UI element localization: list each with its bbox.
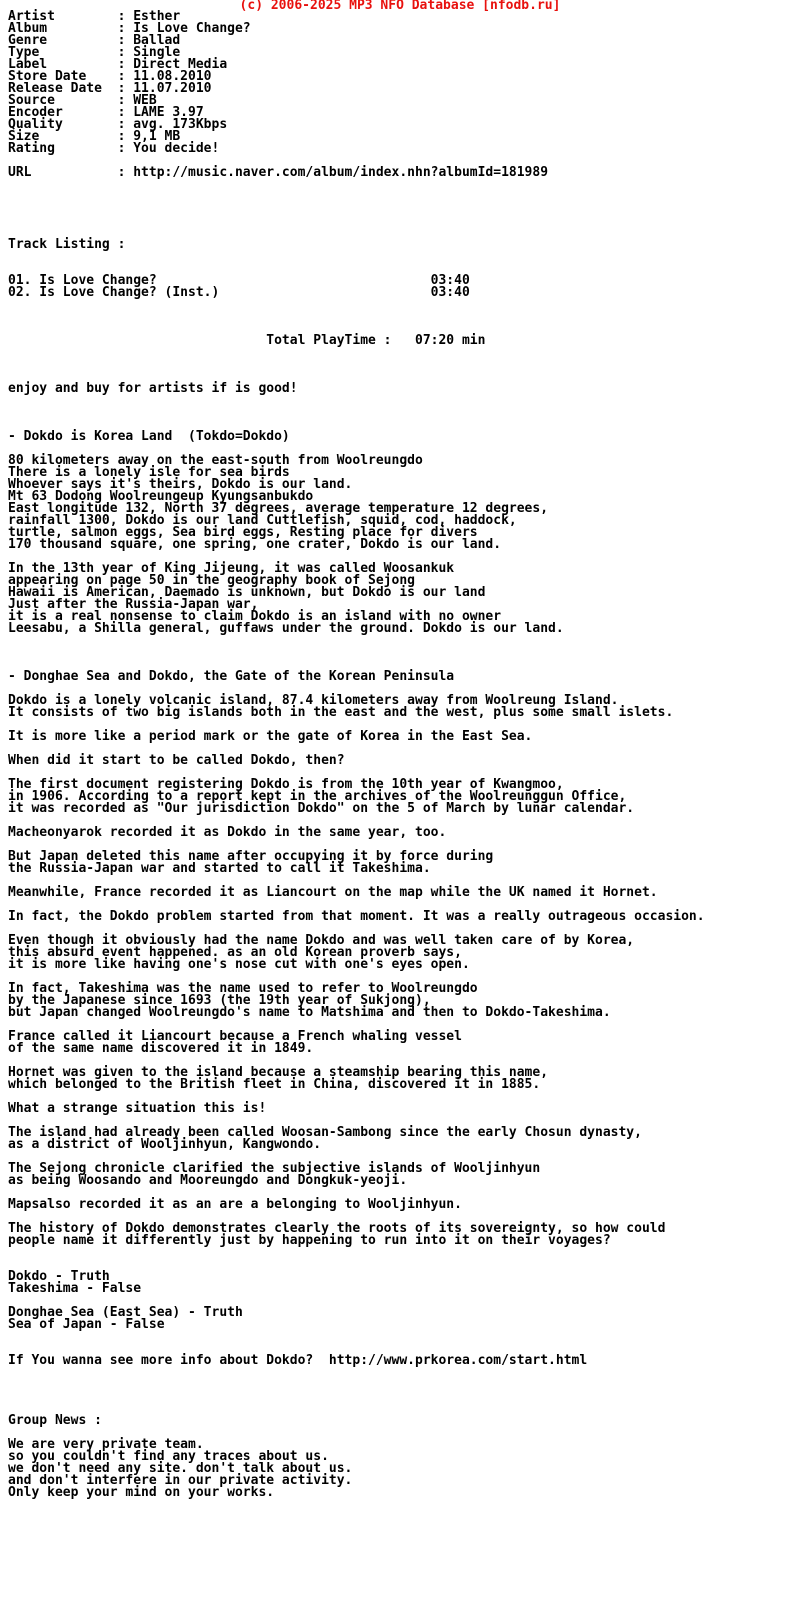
nfo-line: If You wanna see more info about Dokdo? http://www.prkorea.com/start.html: [8, 1353, 588, 1368]
nfo-line: There is a lonely isle for sea birds: [8, 465, 290, 480]
nfo-line: 02. Is Love Change? (Inst.) 03:40: [8, 285, 470, 300]
nfo-line: In fact, Takeshima was the name used to refer to Woolreungdo: [8, 981, 478, 996]
blank-line: [8, 1259, 705, 1271]
nfo-line: Label : Direct Media: [8, 57, 228, 72]
nfo-line: Mapsalso recorded it as an are a belonging to Wooljinhyun.: [8, 1197, 462, 1212]
nfo-line: In the 13th year of King Jijeung, it was called Woosankuk: [8, 561, 455, 576]
nfo-line: Only keep your mind on your works.: [8, 1485, 275, 1500]
nfo-line: 170 thousand square, one spring, one crater, Dokdo is our land.: [8, 537, 502, 552]
nfo-line: France called it Liancourt because a French whaling vessel: [8, 1029, 462, 1044]
nfo-line: It is more like a period mark or the gate of Korea in the East Sea.: [8, 729, 533, 744]
blank-line: [8, 1367, 705, 1379]
nfo-line: people name it differently just by happening to run into it on their voyages?: [8, 1233, 611, 1248]
nfo-line: and don't interfere in our private activity.: [8, 1473, 353, 1488]
nfo-line: Just after the Russia-Japan war,: [8, 597, 259, 612]
nfo-line: Hornet was given to the island because a steamship bearing this name,: [8, 1065, 549, 1080]
nfo-line: Quality : avg. 173Kbps: [8, 117, 228, 132]
nfo-line: as a district of Wooljinhyun, Kangwondo.: [8, 1137, 322, 1152]
nfo-line: appearing on page 50 in the geography book of Sejong: [8, 573, 415, 588]
nfo-line: The island had already been called Woosan-Sambong since the early Chosun dynasty,: [8, 1125, 642, 1140]
nfo-line: Genre : Ballad: [8, 33, 181, 48]
blank-line: [8, 191, 705, 203]
blank-line: [8, 635, 705, 647]
blank-line: [8, 299, 705, 311]
nfo-line: In fact, the Dokdo problem started from that moment. It was a really outrageous occasion.: [8, 909, 705, 924]
nfo-line: Mt 63 Dodong Woolreungeup Kyungsanbukdo: [8, 489, 314, 504]
nfo-line: URL : http://music.naver.com/album/index.nhn?albumId=181989: [8, 165, 549, 180]
blank-line: [8, 359, 705, 371]
nfo-line: the Russia-Japan war and started to call it Takeshima.: [8, 861, 431, 876]
blank-line: [8, 1331, 705, 1343]
nfo-line: Dokdo - Truth: [8, 1269, 110, 1284]
blank-line: [8, 179, 705, 191]
nfo-line: Type : Single: [8, 45, 181, 60]
nfo-line: Even though it obviously had the name Dokdo and was well taken care of by Korea,: [8, 933, 635, 948]
nfo-line: We are very private team.: [8, 1437, 204, 1452]
blank-line: [8, 1379, 705, 1391]
blank-line: [8, 1247, 705, 1259]
nfo-line: in 1906. According to a report kept in the archives of the Woolreunggun Office,: [8, 789, 627, 804]
copyright-header: (c) 2006-2025 MP3 NFO Database [nfodb.ru]: [239, 0, 561, 13]
blank-line: [8, 203, 705, 215]
nfo-line: 80 kilometers away on the east-south from Woolreungdo: [8, 453, 423, 468]
nfo-line: which belonged to the British fleet in China, discovered it in 1885.: [8, 1077, 541, 1092]
nfo-line: 01. Is Love Change? 03:40: [8, 273, 470, 288]
nfo-line: Store Date : 11.08.2010: [8, 69, 212, 84]
blank-line: [8, 311, 705, 323]
nfo-line: Total PlayTime : 07:20 min: [8, 333, 486, 348]
nfo-line: Macheonyarok recorded it as Dokdo in the same year, too.: [8, 825, 447, 840]
nfo-line: Album : Is Love Change?: [8, 21, 251, 36]
nfo-line: Encoder : LAME 3.97: [8, 105, 204, 120]
nfo-line: it is a real nonsense to claim Dokdo is an island with no owner: [8, 609, 502, 624]
nfo-line: so you couldn't find any traces about us.: [8, 1449, 329, 1464]
nfo-line: What a strange situation this is!: [8, 1101, 267, 1116]
nfo-line: of the same name discovered it in 1849.: [8, 1041, 314, 1056]
nfo-line: It consists of two big islands both in the east and the west, plus some small islets.: [8, 705, 674, 720]
nfo-line: The history of Dokdo demonstrates clearly the roots of its sovereignty, so how could: [8, 1221, 666, 1236]
nfo-line: Release Date : 11.07.2010: [8, 81, 212, 96]
nfo-line: - Donghae Sea and Dokdo, the Gate of the Korean Peninsula: [8, 669, 455, 684]
nfo-line: it is more like having one's nose cut with one's eyes open.: [8, 957, 470, 972]
nfo-line: The Sejong chronicle clarified the subjective islands of Wooljinhyun: [8, 1161, 541, 1176]
nfo-line: Source : WEB: [8, 93, 157, 108]
nfo-line: we don't need any site. don't talk about us.: [8, 1461, 353, 1476]
nfo-line: turtle, salmon eggs, Sea bird eggs, Resting place for divers: [8, 525, 478, 540]
nfo-line: Hawaii is American, Daemado is unknown, but Dokdo is our land: [8, 585, 486, 600]
nfo-line: But Japan deleted this name after occupying it by force during: [8, 849, 494, 864]
nfo-line: East longitude 132, North 37 degrees, average temperature 12 degrees,: [8, 501, 549, 516]
nfo-line: Whoever says it's theirs, Dokdo is our land.: [8, 477, 353, 492]
nfo-line: When did it start to be called Dokdo, then?: [8, 753, 345, 768]
blank-line: [8, 647, 705, 659]
blank-line: [8, 1403, 705, 1415]
nfo-line: by the Japanese since 1693 (the 19th year of Sukjong),: [8, 993, 431, 1008]
nfo-line: as being Woosando and Mooreungdo and Dongkuk-yeoji.: [8, 1173, 408, 1188]
nfo-line: Donghae Sea (East Sea) - Truth: [8, 1305, 243, 1320]
blank-line: [8, 407, 705, 419]
blank-line: [8, 1391, 705, 1403]
nfo-line: Artist : Esther: [8, 9, 181, 24]
nfo-line: Group News :: [8, 1413, 102, 1428]
nfo-line: Track Listing :: [8, 237, 126, 252]
blank-line: [8, 395, 705, 407]
nfo-line: Dokdo is a lonely volcanic island, 87.4 kilometers away from Woolreung Island.: [8, 693, 619, 708]
nfo-line: this absurd event happened. as an old Korean proverb says,: [8, 945, 462, 960]
nfo-text-block: [8, 11, 705, 1499]
nfo-line: but Japan changed Woolreungdo's name to Matshima and then to Dokdo-Takeshima.: [8, 1005, 611, 1020]
nfo-line: it was recorded as "Our jurisdiction Dokdo" on the 5 of March by lunar calendar.: [8, 801, 635, 816]
blank-line: [8, 251, 705, 263]
nfo-line: Rating : You decide!: [8, 141, 220, 156]
nfo-line: Takeshima - False: [8, 1281, 142, 1296]
nfo-line: Size : 9,1 MB: [8, 129, 181, 144]
nfo-line: Sea of Japan - False: [8, 1317, 165, 1332]
nfo-line: Meanwhile, France recorded it as Liancourt on the map while the UK named it Hornet.: [8, 885, 658, 900]
nfo-line: enjoy and buy for artists if is good!: [8, 381, 298, 396]
nfo-line: rainfall 1300, Dokdo is our land Cuttlefish, squid, cod, haddock,: [8, 513, 517, 528]
blank-line: [8, 347, 705, 359]
nfo-line: The first document registering Dokdo is from the 10th year of Kwangmoo,: [8, 777, 564, 792]
nfo-line: Leesabu, a Shilla general, guffaws under the ground. Dokdo is our land.: [8, 621, 564, 636]
blank-line: [8, 215, 705, 227]
nfo-line: - Dokdo is Korea Land (Tokdo=Dokdo): [8, 429, 290, 444]
